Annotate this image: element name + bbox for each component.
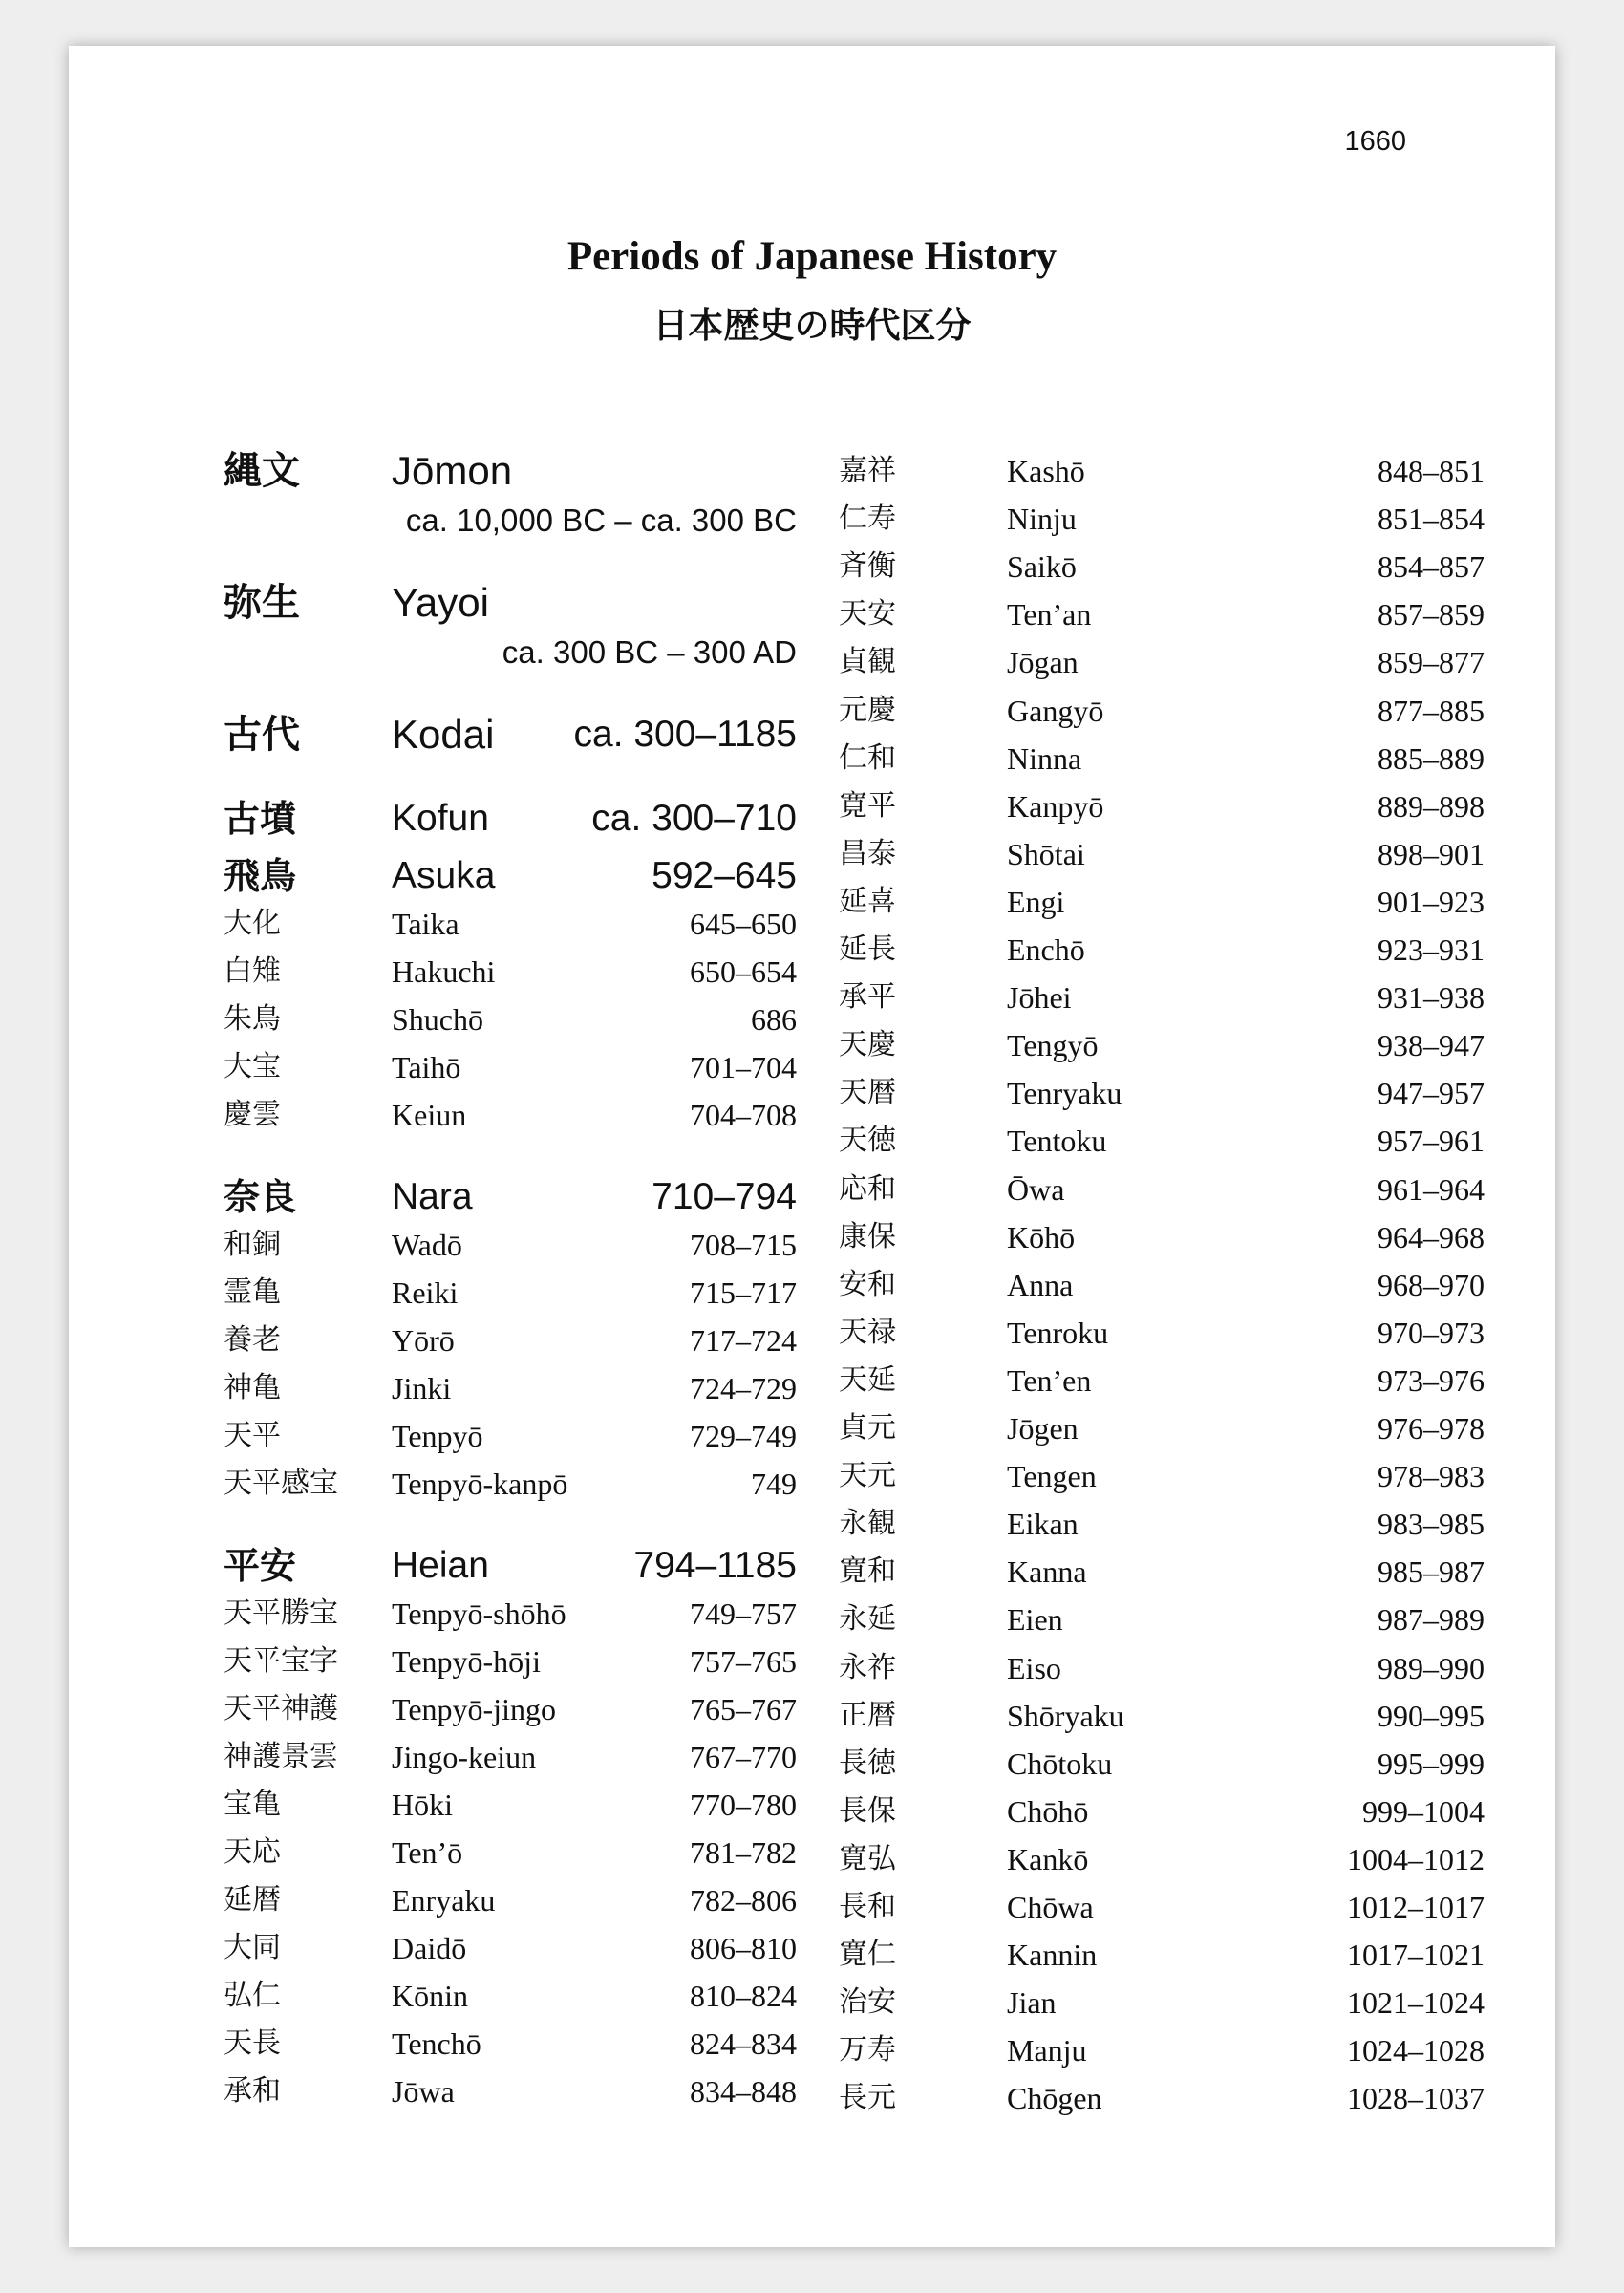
era-years: 1021–1024: [1347, 1985, 1485, 2021]
era-kanji: 康保: [839, 1219, 896, 1254]
era-years: 973–976: [1378, 1362, 1485, 1398]
era-kanji: 長徳: [839, 1746, 896, 1780]
era-kanji: 万寿: [839, 2033, 896, 2068]
right-table-row: [839, 974, 1485, 1021]
era-kanji: 治安: [839, 1985, 896, 2020]
era-years: 806–810: [690, 1931, 797, 1965]
era-name: Jōgan: [1007, 645, 1079, 680]
era-years: 782–806: [690, 1883, 797, 1918]
right-table-row: [839, 1835, 1485, 1883]
era-name: Shōryaku: [1007, 1698, 1124, 1733]
era-years: 859–877: [1378, 645, 1485, 680]
era-years: 770–780: [690, 1788, 797, 1822]
right-table-row: [839, 1213, 1485, 1261]
era-kanji: 奈良: [224, 1176, 297, 1218]
era-years: 701–704: [690, 1050, 797, 1084]
right-table-row: [839, 1788, 1485, 1835]
era-kanji: 宝亀: [224, 1788, 281, 1821]
era-kanji: 長和: [839, 1890, 896, 1923]
era-name: Jōgen: [1007, 1411, 1079, 1446]
era-name: Hōki: [392, 1788, 453, 1822]
era-name: Enryaku: [392, 1883, 496, 1918]
era-kanji: 永延: [839, 1602, 896, 1637]
era-years: 851–854: [1378, 502, 1485, 537]
right-table-row: [839, 1548, 1485, 1596]
left-table-row: [224, 2020, 797, 2068]
era-kanji: 天慶: [839, 1028, 896, 1062]
era-years: 749: [751, 1467, 797, 1501]
left-table-row: [224, 1460, 797, 1508]
era-years: 767–770: [690, 1740, 797, 1774]
era-years: 810–824: [690, 1979, 797, 2013]
era-kanji: 安和: [839, 1267, 896, 1301]
era-name: Ōwa: [1007, 1171, 1065, 1207]
left-table-row: [224, 852, 797, 900]
era-name: Kashō: [1007, 454, 1085, 488]
era-years: ca. 300 BC – 300 AD: [502, 634, 797, 670]
era-name: Yōrō: [392, 1323, 455, 1358]
era-years: 857–859: [1378, 597, 1485, 632]
era-years: 885–889: [1378, 740, 1485, 776]
left-table-row: [224, 1972, 797, 2020]
right-table-row: [839, 1740, 1485, 1788]
era-name: Chōgen: [1007, 2081, 1102, 2116]
era-years: 898–901: [1378, 836, 1485, 871]
left-table-row: [224, 1590, 797, 1638]
page-title: Periods of Japanese History: [566, 234, 1058, 279]
era-years: 686: [751, 1002, 797, 1037]
era-kanji: 大同: [224, 1931, 281, 1964]
era-kanji: 神亀: [224, 1371, 281, 1404]
era-kanji: 天平感宝: [224, 1467, 338, 1500]
era-kanji: 長保: [839, 1793, 896, 1828]
era-kanji: 天長: [224, 2026, 281, 2060]
left-table-row: [224, 1412, 797, 1460]
right-table-row: [839, 2026, 1485, 2074]
right-table-row: [839, 830, 1485, 878]
right-table-row: [839, 1979, 1485, 2026]
right-table-row: [839, 1931, 1485, 1979]
right-table-row: [839, 1404, 1485, 1452]
era-years: 901–923: [1378, 884, 1485, 919]
era-years: ca. 10,000 BC – ca. 300 BC: [405, 503, 797, 538]
left-table-row: [224, 1829, 797, 1876]
era-name: Shuchō: [392, 1002, 483, 1037]
era-years: 794–1185: [633, 1545, 797, 1586]
era-name: Chōtoku: [1007, 1746, 1113, 1781]
era-kanji: 貞元: [839, 1411, 896, 1445]
era-name: Tenryaku: [1007, 1076, 1122, 1111]
right-table-row: [839, 735, 1485, 782]
era-years: 592–645: [652, 855, 797, 896]
left-table-row: [224, 579, 797, 627]
left-table-row: [224, 1221, 797, 1269]
right-table-row: [839, 687, 1485, 735]
era-name: Chōwa: [1007, 1890, 1094, 1924]
era-name: Nara: [392, 1176, 473, 1217]
era-years: 976–978: [1378, 1411, 1485, 1446]
era-name: Enchō: [1007, 932, 1085, 967]
era-years: 968–970: [1378, 1267, 1485, 1302]
era-name: Ten’en: [1007, 1362, 1092, 1398]
era-name: Eikan: [1007, 1507, 1079, 1542]
era-kanji: 天平: [224, 1419, 281, 1452]
era-years: 995–999: [1378, 1746, 1485, 1781]
left-table-row: [224, 900, 797, 948]
era-name: Jian: [1007, 1985, 1057, 2021]
era-kanji: 天禄: [839, 1315, 896, 1349]
left-table-row: [224, 1781, 797, 1829]
right-table-row: [839, 1452, 1485, 1500]
right-table-row: [839, 878, 1485, 926]
era-kanji: 神護景雲: [224, 1740, 338, 1773]
right-table-row: [839, 1261, 1485, 1309]
era-kanji: 承和: [224, 2074, 281, 2108]
right-table-row: [839, 1692, 1485, 1740]
right-table-row: [839, 926, 1485, 974]
era-years: 650–654: [690, 954, 797, 989]
era-kanji: 天平勝宝: [224, 1597, 338, 1630]
era-kanji: 嘉祥: [839, 454, 896, 487]
era-kanji: 天応: [224, 1835, 281, 1869]
right-table-row: [839, 1166, 1485, 1213]
left-table-row: [224, 1317, 797, 1364]
left-table-row: [224, 948, 797, 996]
era-years: 923–931: [1378, 932, 1485, 967]
era-name: Anna: [1007, 1267, 1074, 1302]
era-name: Tenpyō-shōhō: [392, 1597, 566, 1631]
era-name: Kōnin: [392, 1979, 468, 2013]
era-kanji: 長元: [839, 2081, 896, 2115]
left-table-row: [224, 795, 797, 843]
era-years: 938–947: [1378, 1028, 1485, 1063]
era-years: 765–767: [690, 1692, 797, 1726]
left-table-row: [224, 1043, 797, 1091]
era-name: Yayoi: [392, 580, 489, 625]
left-table-row: [224, 996, 797, 1043]
era-years: 1017–1021: [1347, 1938, 1485, 1973]
right-table-row: [839, 590, 1485, 638]
left-table-row: [224, 447, 797, 495]
era-name: Jōwa: [392, 2074, 455, 2109]
era-name: Tengyō: [1007, 1028, 1099, 1063]
era-years: 989–990: [1378, 1650, 1485, 1685]
era-kanji: 弥生: [224, 581, 300, 625]
era-kanji: 元慶: [839, 693, 896, 727]
right-table-row: [839, 782, 1485, 830]
left-table-row: [224, 1685, 797, 1733]
era-kanji: 古代: [224, 713, 300, 757]
era-years: 987–989: [1378, 1602, 1485, 1638]
left-table-row: [224, 1733, 797, 1781]
right-table-row: [839, 543, 1485, 590]
era-kanji: 天元: [839, 1459, 896, 1493]
era-name: Kōhō: [1007, 1219, 1076, 1254]
page-number: 1660: [1344, 126, 1406, 157]
era-name: Saikō: [1007, 549, 1077, 585]
era-name: Eien: [1007, 1602, 1063, 1638]
era-years: 757–765: [690, 1644, 797, 1679]
left-table-row: [224, 629, 797, 676]
left-table-row: [224, 1876, 797, 1924]
era-name: Ninju: [1007, 502, 1077, 537]
right-table-row: [839, 1883, 1485, 1931]
era-name: Gangyō: [1007, 693, 1104, 728]
era-kanji: 延喜: [839, 884, 896, 918]
era-years: 1024–1028: [1347, 2033, 1485, 2068]
era-years: 749–757: [690, 1597, 797, 1631]
era-years: 1028–1037: [1347, 2081, 1485, 2116]
era-name: Taihō: [392, 1050, 461, 1084]
era-kanji: 天平宝字: [224, 1644, 338, 1678]
era-name: Jingo-keiun: [392, 1740, 537, 1774]
right-table-row: [839, 1500, 1485, 1548]
era-kanji: 慶雲: [224, 1098, 281, 1131]
era-kanji: 寛弘: [839, 1841, 896, 1875]
era-years: 961–964: [1378, 1171, 1485, 1207]
document-page: [69, 46, 1555, 2247]
era-years: 985–987: [1378, 1554, 1485, 1590]
era-kanji: 正暦: [839, 1698, 896, 1732]
era-name: Kanna: [1007, 1554, 1087, 1590]
era-kanji: 天延: [839, 1362, 896, 1397]
era-kanji: 平安: [224, 1545, 297, 1587]
era-kanji: 養老: [224, 1323, 281, 1357]
right-table-row: [839, 1021, 1485, 1069]
era-kanji: 霊亀: [224, 1275, 281, 1309]
era-kanji: 白雉: [224, 954, 281, 988]
era-name: Keiun: [392, 1098, 467, 1132]
era-name: Ninna: [1007, 740, 1082, 776]
era-name: Kodai: [392, 712, 495, 757]
era-kanji: 古墳: [224, 798, 297, 840]
era-name: Tenpyō-jingo: [392, 1692, 556, 1726]
era-years: 854–857: [1378, 549, 1485, 585]
era-name: Tenpyō-kanpō: [392, 1467, 568, 1501]
era-years: 999–1004: [1362, 1793, 1485, 1829]
era-name: Eiso: [1007, 1650, 1061, 1685]
era-name: Tenpyō-hōji: [392, 1644, 541, 1679]
right-table-row: [839, 2074, 1485, 2122]
era-years: 724–729: [690, 1371, 797, 1405]
era-name: Asuka: [392, 855, 496, 896]
right-table-row: [839, 1644, 1485, 1692]
era-kanji: 寛仁: [839, 1938, 896, 1972]
era-kanji: 斉衡: [839, 549, 896, 584]
era-years: 889–898: [1378, 788, 1485, 824]
era-kanji: 大化: [224, 907, 281, 940]
era-years: 717–724: [690, 1323, 797, 1358]
era-years: 708–715: [690, 1228, 797, 1262]
right-table-row: [839, 447, 1485, 495]
era-name: Hakuchi: [392, 954, 496, 989]
era-kanji: 弘仁: [224, 1979, 281, 2012]
era-name: Reiki: [392, 1275, 459, 1310]
right-table-row: [839, 1596, 1485, 1643]
era-years: 1004–1012: [1347, 1841, 1485, 1876]
era-years: 970–973: [1378, 1315, 1485, 1350]
era-kanji: 昌泰: [839, 836, 896, 870]
era-years: 931–938: [1378, 980, 1485, 1016]
era-name: Heian: [392, 1545, 489, 1586]
era-name: Manju: [1007, 2033, 1087, 2068]
era-kanji: 応和: [839, 1171, 896, 1206]
era-years: 704–708: [690, 1098, 797, 1132]
era-years: ca. 300–1185: [573, 714, 797, 755]
era-years: 957–961: [1378, 1124, 1485, 1159]
era-years: 645–650: [690, 907, 797, 941]
era-name: Jōhei: [1007, 980, 1072, 1016]
era-years: 947–957: [1378, 1076, 1485, 1111]
left-table-row: [224, 1091, 797, 1139]
era-kanji: 仁寿: [839, 502, 896, 536]
era-kanji: 承平: [839, 980, 896, 1015]
era-name: Tenpyō: [392, 1419, 483, 1453]
right-table-row: [839, 638, 1485, 686]
era-years: 848–851: [1378, 454, 1485, 488]
era-name: Daidō: [392, 1931, 467, 1965]
era-name: Shōtai: [1007, 836, 1085, 871]
right-table-row: [839, 495, 1485, 543]
era-years: 978–983: [1378, 1459, 1485, 1494]
era-years: 990–995: [1378, 1698, 1485, 1733]
era-name: Ten’an: [1007, 597, 1092, 632]
era-years: 1012–1017: [1347, 1890, 1485, 1924]
era-kanji: 和銅: [224, 1228, 281, 1261]
era-kanji: 永観: [839, 1507, 896, 1541]
era-years: 710–794: [652, 1176, 797, 1217]
left-table-row: [224, 1542, 797, 1590]
era-name: Ten’ō: [392, 1835, 463, 1870]
era-kanji: 朱鳥: [224, 1002, 281, 1036]
era-kanji: 天徳: [839, 1124, 896, 1158]
era-years: 781–782: [690, 1835, 797, 1870]
era-name: Engi: [1007, 884, 1065, 919]
left-table-row: [224, 711, 797, 759]
era-kanji: 延暦: [224, 1883, 281, 1917]
era-years: 964–968: [1378, 1219, 1485, 1254]
left-table-row: [224, 1924, 797, 1972]
era-kanji: 寛和: [839, 1554, 896, 1589]
era-kanji: 大宝: [224, 1050, 281, 1083]
left-table-row: [224, 2068, 797, 2115]
era-name: Tengen: [1007, 1459, 1097, 1494]
era-kanji: 天安: [839, 597, 896, 632]
era-name: Kannin: [1007, 1938, 1098, 1973]
left-table-row: [224, 1269, 797, 1317]
era-name: Tentoku: [1007, 1124, 1107, 1159]
era-name: Tenroku: [1007, 1315, 1109, 1350]
right-table-row: [839, 1309, 1485, 1357]
left-table-row: [224, 1638, 797, 1685]
era-name: Kankō: [1007, 1841, 1089, 1876]
page-subtitle: 日本歴史の時代区分: [652, 305, 972, 346]
left-table-row: [224, 1173, 797, 1221]
era-kanji: 縄文: [224, 449, 300, 493]
era-kanji: 天平神護: [224, 1692, 338, 1725]
right-table-row: [839, 1357, 1485, 1404]
left-table-row: [224, 497, 797, 545]
era-name: Taika: [392, 907, 459, 941]
era-years: ca. 300–710: [591, 798, 797, 839]
era-years: 729–749: [690, 1419, 797, 1453]
era-years: 877–885: [1378, 693, 1485, 728]
right-table-row: [839, 1117, 1485, 1165]
era-name: Jinki: [392, 1371, 452, 1405]
era-name: Chōhō: [1007, 1793, 1089, 1829]
era-kanji: 寛平: [839, 788, 896, 823]
era-years: 983–985: [1378, 1507, 1485, 1542]
era-kanji: 延長: [839, 932, 896, 966]
era-years: 824–834: [690, 2026, 797, 2061]
era-kanji: 永祚: [839, 1650, 896, 1684]
left-table-row: [224, 1364, 797, 1412]
era-kanji: 仁和: [839, 740, 896, 775]
era-years: 715–717: [690, 1275, 797, 1310]
era-kanji: 貞観: [839, 645, 896, 679]
era-years: 834–848: [690, 2074, 797, 2109]
era-name: Kofun: [392, 798, 489, 839]
right-table-row: [839, 1069, 1485, 1117]
era-kanji: 飛鳥: [224, 855, 297, 897]
era-kanji: 天暦: [839, 1076, 896, 1110]
era-name: Jōmon: [392, 448, 513, 493]
era-name: Tenchō: [392, 2026, 481, 2061]
era-name: Kanpyō: [1007, 788, 1104, 824]
era-name: Wadō: [392, 1228, 462, 1262]
